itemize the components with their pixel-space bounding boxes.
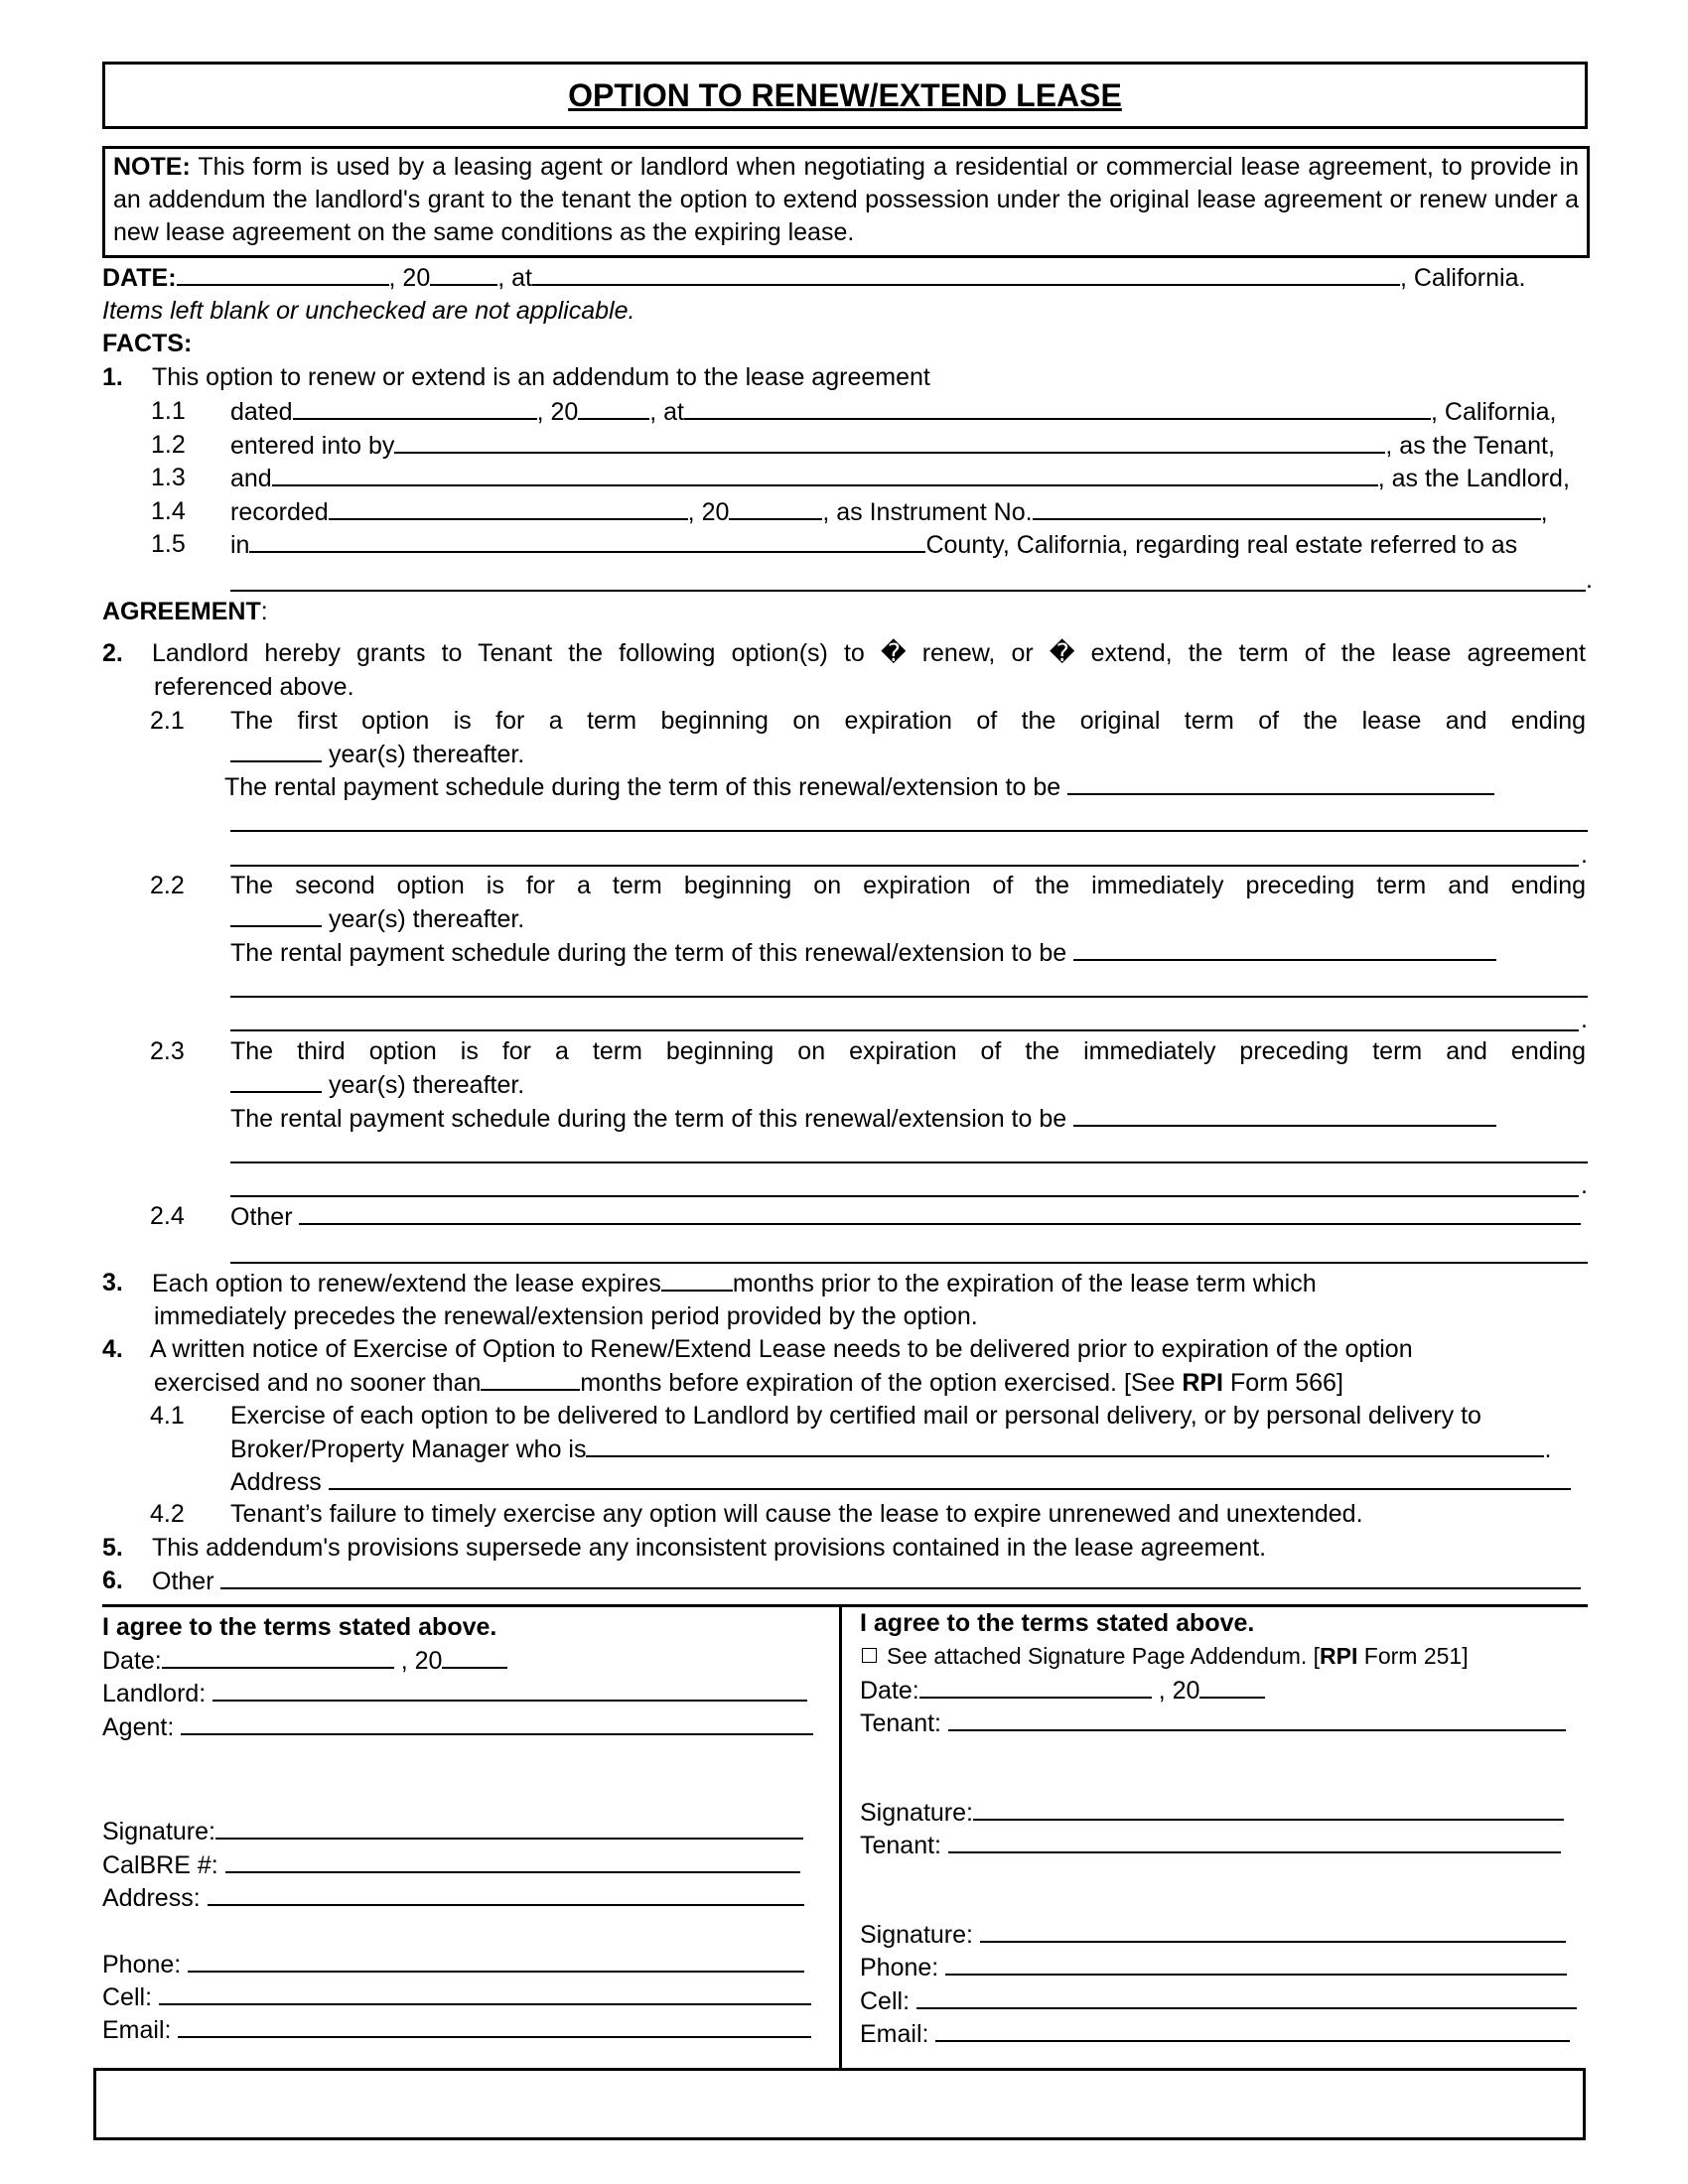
property-description-line[interactable]	[230, 590, 1586, 592]
tenant-name-field[interactable]	[394, 430, 1385, 454]
dated-year-prefix: , 20	[536, 398, 579, 426]
tenant-date-field[interactable]	[919, 1675, 1152, 1699]
agent-cell-line	[102, 1981, 811, 2011]
agent-field[interactable]	[181, 1711, 813, 1735]
agent-email-line	[102, 2014, 811, 2044]
see-attached-rpi: RPI	[1320, 1643, 1358, 1669]
landlord-label: Landlord:	[102, 1680, 207, 1707]
landlord-date-line	[102, 1645, 507, 1675]
signature-divider	[839, 1604, 842, 2068]
tenant-line	[860, 1707, 1566, 1737]
other-2-4-line-2[interactable]	[230, 1262, 1588, 1264]
item-2-1-rental	[224, 771, 1494, 801]
section-4-line1: A written notice of Exercise of Option to Renew/Extend Lease needs to be delivered prior to expiration of the option	[150, 1335, 1413, 1363]
third-rental-line-3[interactable]	[230, 1195, 1579, 1197]
item-2-2-number: 2.2	[150, 872, 185, 899]
agent-cell-field[interactable]	[159, 1981, 811, 2005]
section-4-post: months before expiration of the option exercised. [See	[580, 1369, 1183, 1397]
landlord-year-prefix: , 20	[393, 1647, 443, 1675]
section-4-rpi: RPI	[1182, 1369, 1224, 1397]
item-4-1-line1: Exercise of each option to be delivered to Landlord by certified mail or personal delivery, or by personal delivery to	[230, 1402, 1481, 1430]
item-2-1-line1	[230, 706, 1586, 736]
second-option-years-field[interactable]	[230, 903, 322, 927]
see-attached-text: See attached Signature Page Addendum. [	[887, 1643, 1321, 1669]
other-6-field[interactable]	[220, 1566, 1581, 1589]
agent-address-field[interactable]	[208, 1882, 804, 1906]
tenant-label: Tenant:	[860, 1709, 942, 1737]
third-rental-field[interactable]	[1073, 1103, 1496, 1127]
item-1-1	[230, 396, 1556, 426]
other-2-4-label: Other	[230, 1203, 293, 1231]
notice-months-field[interactable]	[481, 1367, 580, 1391]
dated-location-field[interactable]	[684, 396, 1431, 420]
other-2-4-field[interactable]	[299, 1201, 1581, 1225]
instrument-label: , as Instrument No.	[822, 498, 1033, 526]
agent-signature-label: Signature:	[102, 1818, 215, 1845]
first-rental-text: The rental payment schedule during the term of this renewal/extension to be	[224, 773, 1061, 801]
item-2-3-years	[230, 1069, 524, 1099]
as-tenant-label: , as the Tenant,	[1385, 432, 1555, 460]
tenant-phone-label: Phone:	[860, 1954, 939, 1981]
blank-note: Items left blank or unchecked are not applicable.	[102, 297, 635, 325]
section-2-line2: referenced above.	[154, 673, 354, 701]
dated-california: , California,	[1431, 398, 1557, 426]
broker-address-field[interactable]	[329, 1466, 1571, 1490]
agent-signature-line	[102, 1816, 803, 1845]
item-1-1-number: 1.1	[151, 397, 186, 425]
item-2-1-number: 2.1	[150, 707, 185, 735]
agent-phone-line	[102, 1949, 804, 1979]
and-label: and	[230, 465, 272, 492]
other-6-label: Other	[152, 1568, 214, 1595]
third-rental-period: .	[1581, 1171, 1588, 1199]
item-2-3-line1	[230, 1036, 1586, 1066]
section-4-number: 4.	[102, 1335, 123, 1363]
item-2-2-line1	[230, 871, 1586, 900]
third-rental-text: The rental payment schedule during the term of this renewal/extension to be	[230, 1105, 1067, 1133]
broker-field[interactable]	[586, 1433, 1544, 1457]
second-option-years-text: year(s) thereafter.	[328, 905, 525, 933]
in-label: in	[230, 531, 250, 559]
landlord-date-field[interactable]	[162, 1645, 394, 1669]
facts-heading: FACTS:	[102, 330, 193, 357]
landlord-date-label: Date:	[102, 1647, 162, 1675]
item-1-2	[230, 430, 1555, 460]
item-4-1-line2	[230, 1433, 1551, 1463]
county-california-label: County, California, regarding real estate referred to as	[925, 531, 1518, 559]
tenant-cell-label: Cell:	[860, 1987, 911, 2015]
tenant-email-line	[860, 2018, 1570, 2048]
dated-at-label: , at	[649, 398, 685, 426]
agent-email-field[interactable]	[178, 2014, 811, 2038]
section-1-number: 1.	[102, 363, 123, 391]
instrument-number-field[interactable]	[1033, 496, 1541, 520]
item-2-2-text: The second option is for a term beginning on expiration of the immediately preceding term and ending	[230, 872, 1586, 899]
broker-address-label: Address	[230, 1468, 322, 1496]
agent-cell-label: Cell:	[102, 1983, 153, 2011]
item-4-2-text: Tenant’s failure to timely exercise any option will cause the lease to expire unrenewed and unextended.	[230, 1500, 1363, 1528]
second-rental-text: The rental payment schedule during the term of this renewal/extension to be	[230, 939, 1067, 967]
item-2-3-number: 2.3	[150, 1037, 185, 1065]
third-option-years-field[interactable]	[230, 1069, 322, 1093]
tenant-signature-line	[860, 1797, 1564, 1827]
tenant-year-field[interactable]	[1199, 1675, 1265, 1699]
third-option-years-text: year(s) thereafter.	[328, 1071, 525, 1099]
item-4-2-number: 4.2	[150, 1500, 185, 1528]
note-box	[102, 146, 1590, 258]
second-rental-field[interactable]	[1073, 937, 1496, 961]
calbre-field[interactable]	[225, 1849, 800, 1873]
see-attached-checkbox[interactable]	[862, 1648, 877, 1663]
second-rental-line-2[interactable]	[230, 996, 1588, 998]
section-2-line1	[152, 638, 1586, 668]
first-rental-period: .	[1581, 841, 1588, 869]
recorded-comma: ,	[1540, 498, 1548, 526]
note-label: NOTE:	[113, 153, 191, 181]
section-4-form: Form 566]	[1223, 1369, 1343, 1397]
tenant-agree-heading: I agree to the terms stated above.	[860, 1609, 1255, 1637]
recorded-label: recorded	[230, 498, 329, 526]
section-3-pre: Each option to renew/extend the lease expires	[152, 1270, 661, 1297]
dated-label: dated	[230, 398, 293, 426]
recorded-year-field[interactable]	[729, 496, 822, 520]
entered-label: entered into by	[230, 432, 395, 460]
item-1-3	[230, 463, 1570, 492]
tenant2-signature-line	[860, 1919, 1566, 1949]
item-2-1-text: The first option is for a term beginning on expiration of the original term of the lease and ending	[230, 707, 1586, 735]
section-4-line2	[154, 1367, 1343, 1397]
item-2-3-rental	[230, 1103, 1496, 1133]
footer-box	[93, 2068, 1586, 2140]
as-landlord-label: , as the Landlord,	[1377, 465, 1570, 492]
year-field[interactable]	[430, 262, 497, 286]
calbre-label: CalBRE #:	[102, 1851, 218, 1879]
tenant-email-label: Email:	[860, 2020, 929, 2048]
tenant2-line	[860, 1830, 1561, 1859]
agent-phone-field[interactable]	[188, 1949, 804, 1973]
recorded-year-prefix: , 20	[687, 498, 730, 526]
second-rental-line-3[interactable]	[230, 1029, 1579, 1031]
location-field[interactable]	[532, 262, 1400, 286]
section-2-number: 2.	[102, 639, 123, 667]
county-field[interactable]	[249, 529, 925, 553]
agent-signature-field[interactable]	[215, 1816, 803, 1840]
tenant-email-field[interactable]	[935, 2018, 1570, 2042]
item-4-1-number: 4.1	[150, 1402, 185, 1430]
section-5-text: This addendum's provisions supersede any inconsistent provisions contained in the lease agreement.	[152, 1534, 1267, 1562]
agreement-colon: :	[260, 598, 268, 625]
property-period: .	[1586, 566, 1593, 594]
item-4-1-address	[230, 1466, 1571, 1496]
agent-email-label: Email:	[102, 2016, 172, 2044]
landlord-year-field[interactable]	[442, 1645, 507, 1669]
agreement-label: AGREEMENT	[102, 598, 261, 625]
at-label: , at	[497, 264, 532, 292]
year-prefix: , 20	[388, 264, 431, 292]
see-attached-line	[862, 1641, 1469, 1671]
tenant2-signature-field[interactable]	[980, 1919, 1566, 1943]
tenant2-label: Tenant:	[860, 1832, 942, 1859]
form-title: OPTION TO RENEW/EXTEND LEASE	[568, 77, 1122, 113]
item-1-5-number: 1.5	[151, 530, 186, 558]
landlord-agree-heading: I agree to the terms stated above.	[102, 1613, 497, 1641]
date-label: DATE:	[102, 264, 177, 292]
item-1-4-number: 1.4	[151, 497, 186, 525]
recorded-field[interactable]	[329, 496, 688, 520]
section-3-number: 3.	[102, 1269, 123, 1297]
item-1-5	[230, 529, 1517, 559]
section-6-number: 6.	[102, 1567, 123, 1594]
tenant-signature-field[interactable]	[973, 1797, 1564, 1821]
title-box	[102, 62, 1588, 129]
section-3-line2: immediately precedes the renewal/extension period provided by the option.	[154, 1302, 978, 1330]
tenant-date-line	[860, 1675, 1265, 1705]
dated-year-field[interactable]	[578, 396, 649, 420]
first-rental-line-3[interactable]	[230, 865, 1579, 867]
agent-address-line	[102, 1882, 804, 1912]
tenant-year-prefix: , 20	[1151, 1677, 1200, 1705]
agreement-heading	[102, 597, 268, 626]
california-label: , California.	[1399, 264, 1526, 292]
item-2-3-text: The third option is for a term beginning on expiration of the immediately preceding term and ending	[230, 1037, 1586, 1065]
signature-top-rule	[102, 1604, 1588, 1607]
dated-field[interactable]	[293, 396, 537, 420]
expires-months-field[interactable]	[661, 1268, 733, 1292]
second-rental-period: .	[1581, 1006, 1588, 1033]
tenant2-signature-label: Signature:	[860, 1921, 973, 1949]
tenant-signature-label: Signature:	[860, 1799, 973, 1827]
section-2-text: Landlord hereby grants to Tenant the following option(s) to � renew, or � extend, the term of the lease agreement	[152, 639, 1586, 667]
item-1-3-number: 1.3	[151, 464, 186, 491]
section-6	[152, 1566, 1581, 1595]
date-field[interactable]	[177, 262, 389, 286]
broker-label: Broker/Property Manager who is	[230, 1435, 587, 1463]
section-1-text: This option to renew or extend is an addendum to the lease agreement	[152, 363, 930, 391]
agent-address-label: Address:	[102, 1884, 201, 1912]
tenant2-field[interactable]	[948, 1830, 1561, 1853]
tenant-field[interactable]	[948, 1707, 1566, 1731]
section-4-pre: exercised and no sooner than	[154, 1369, 482, 1397]
first-rental-line-2[interactable]	[230, 830, 1588, 832]
date-line	[102, 262, 1588, 292]
section-3-post: months prior to the expiration of the lease term which	[732, 1270, 1317, 1297]
tenant-cell-line	[860, 1985, 1577, 2015]
first-rental-field[interactable]	[1067, 771, 1494, 795]
third-rental-line-2[interactable]	[230, 1161, 1588, 1163]
item-2-4	[230, 1201, 1581, 1231]
first-option-years-field[interactable]	[230, 739, 322, 762]
tenant-phone-field[interactable]	[945, 1952, 1567, 1976]
landlord-line	[102, 1678, 807, 1707]
item-2-4-number: 2.4	[150, 1202, 185, 1230]
note-text: This form is used by a leasing agent or landlord when negotiating a residential or commercial lease agreement, to provide in an addendum the landlord's grant to the tenant the option to extend possession under the original lease agreement or renew under a new lease agreement on the same conditions as the expiring lease.	[113, 153, 1579, 246]
first-option-years-text: year(s) thereafter.	[328, 741, 525, 768]
tenant-date-label: Date:	[860, 1677, 919, 1705]
broker-period: .	[1544, 1435, 1552, 1463]
tenant-cell-field[interactable]	[916, 1985, 1577, 2009]
calbre-line	[102, 1849, 800, 1879]
item-2-1-years	[230, 739, 524, 768]
section-5-number: 5.	[102, 1534, 123, 1562]
landlord-name-field[interactable]	[272, 463, 1378, 486]
tenant-phone-line	[860, 1952, 1567, 1981]
agent-line	[102, 1711, 813, 1741]
item-1-2-number: 1.2	[151, 431, 186, 459]
item-1-4	[230, 496, 1548, 526]
agent-label: Agent:	[102, 1713, 175, 1741]
agent-phone-label: Phone:	[102, 1951, 182, 1979]
see-attached-form: Form 251]	[1357, 1643, 1469, 1669]
landlord-field[interactable]	[212, 1678, 807, 1702]
item-2-2-years	[230, 903, 524, 933]
section-3-line1	[152, 1268, 1317, 1297]
item-2-2-rental	[230, 937, 1496, 967]
